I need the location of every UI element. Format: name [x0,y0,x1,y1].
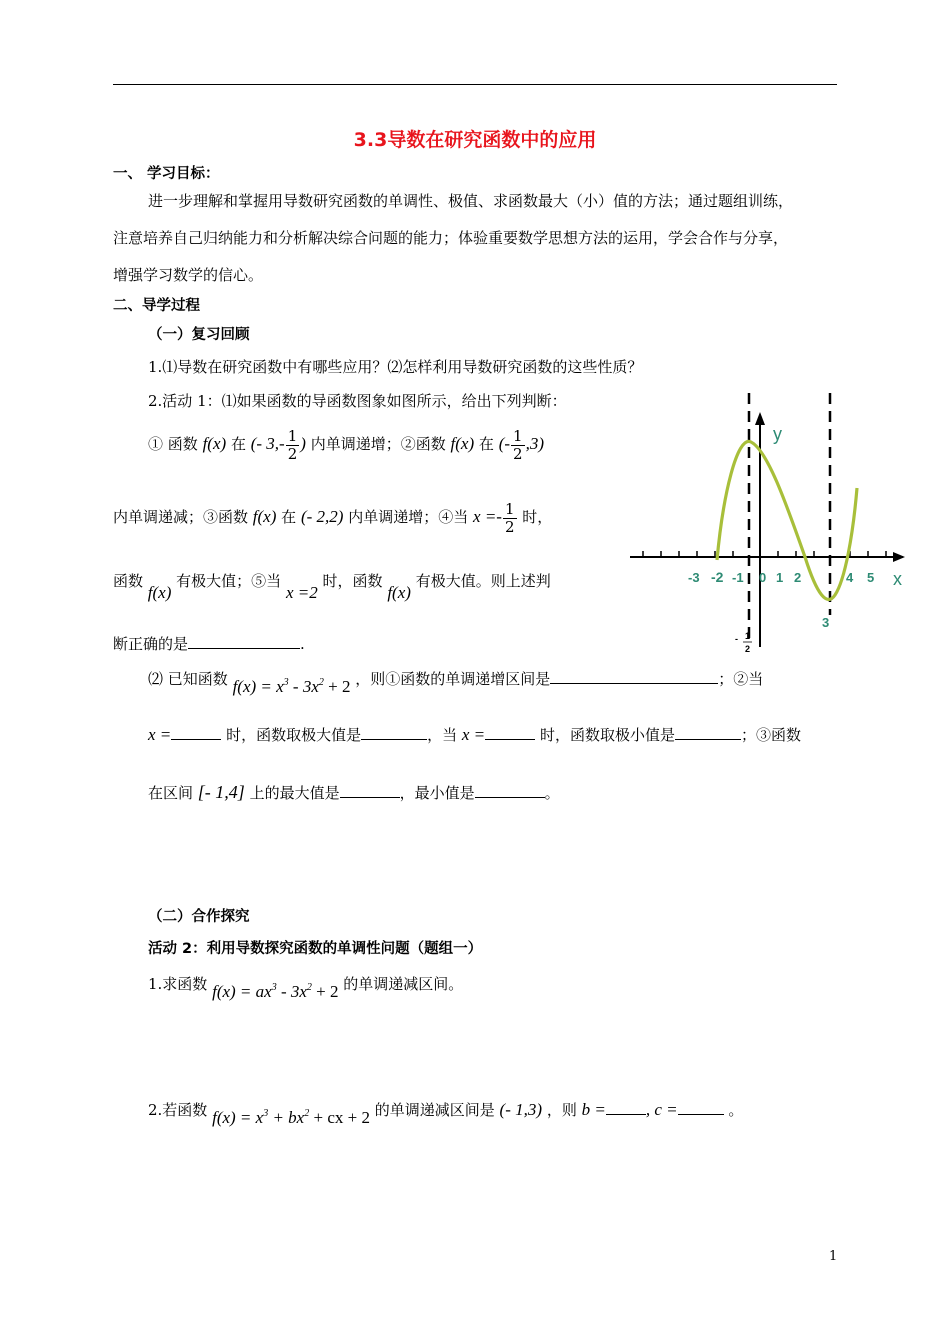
derivative-graph [625,385,915,660]
page-title: 3.3导数在研究函数中的应用 [353,129,597,151]
activity-1-lead: 2.活动 1：⑴如果函数的导函数图象如图所示，给出下列判断： [148,392,567,410]
neg-half-den: 2 [745,644,751,654]
x-tick-label: 4 [846,570,854,585]
fraction-one-half: $\frac{1}{2}$ [513,426,523,463]
max-x-blank[interactable] [171,725,221,740]
judgement-line-3: 函数 f(x) 有极大值；⑤当 x =2 时，函数 f(x) 有极大值。则上述判 [113,572,551,602]
header-rule [113,84,837,85]
max-on-interval-blank[interactable] [340,783,400,798]
activity-2-heading: 活动 2：利用导数探究函数的单调性问题（题组一） [148,941,483,957]
explore-question-2: 2.若函数 $f(x) = x^3 + bx^2$ + cx + 2 的单调递减区间是 (- 1,3) ，则 b = , c = 。 [148,1100,744,1127]
x-tick-label: -1 [732,570,744,585]
function-symbol: f(x) [450,434,475,453]
fraction-one-half: $\frac{1}{2}$ [504,499,515,536]
x-tick-label: -2 [711,569,724,585]
judgement-answer-line: 断正确的是 . [113,635,305,653]
x-tick-label: 1 [776,570,784,585]
explore-question-1: 1.求函数 $f(x) = ax^3 - 3x^2 + 2$ 的单调递减区间。 [148,975,464,1001]
goal-line-2: 注意培养自己归纳能力和分析解决综合问题的能力；体验重要数学思想方法的运用，学会合作与分享， [113,229,789,247]
b-blank[interactable] [606,1100,646,1115]
goal-line-1: 进一步理解和掌握用导数研究函数的单调性、极值、求函数最大（小）值的方法；通过题组训练， [148,192,794,210]
x-tick-label: 3 [822,615,830,630]
y-axis-label: y [773,424,782,444]
min-value-blank[interactable] [675,725,741,740]
increasing-interval-blank[interactable] [550,669,718,684]
neg-half-num: 1 [745,631,751,641]
x-tick-label: 5 [867,570,875,585]
review-heading: （一）复习回顾 [148,327,250,343]
function-symbol: f(x) [202,434,227,453]
x-tick-label: 2 [794,570,802,585]
section-1-heading: 一、 学习目标： [113,166,220,182]
answer-blank[interactable] [188,634,300,649]
c-blank[interactable] [678,1100,724,1115]
x-axis-label: x [893,569,902,589]
min-x-blank[interactable] [485,725,535,740]
review-question-1: 1.⑴导数在研究函数中有哪些应用？⑵怎样利用导数研究函数的这些性质？ [148,358,643,376]
fraction-one-half: $\frac{1}{2}$ [287,426,298,463]
neg-half-sign: - [735,634,738,644]
x-tick-label: -3 [688,570,700,585]
judgement-line-1: ① 函数 f(x) 在 (- 3,- $\frac{1}{2}$ ) 内单调递增；②函数 f(x) 在 (- $\frac{1}{2}$ ,3) [148,426,544,463]
explore-heading: （二）合作探究 [148,909,250,925]
judgement-line-2: 内单调递减；③函数 f(x) 在 (- 2,2) 内单调递增；④当 x =- $\frac{1}{2}$ 时， [113,499,553,536]
page-number: 1 [829,1249,838,1264]
section-2-heading: 二、导学过程 [113,298,200,314]
min-on-interval-blank[interactable] [475,783,545,798]
part-2-line-2: x = 时，函数取极大值是 ，当 x = 时，函数取极小值是 ；③函数 [148,725,801,744]
part-2-line-1: ⑵ 已知函数 $f(x) = x^3 - 3x^2 + 2$ ，则①函数的单调递增区间是 ；②当 [148,670,764,696]
goal-line-3: 增强学习数学的信心。 [113,266,264,284]
max-value-blank[interactable] [361,725,427,740]
x-axis-arrow [893,552,905,562]
x-tick-label: 0 [759,570,767,585]
y-axis-arrow [755,412,765,425]
part-2-line-3: 在区间 [- 1,4] 上的最大值是 ，最小值是 。 [148,782,560,802]
